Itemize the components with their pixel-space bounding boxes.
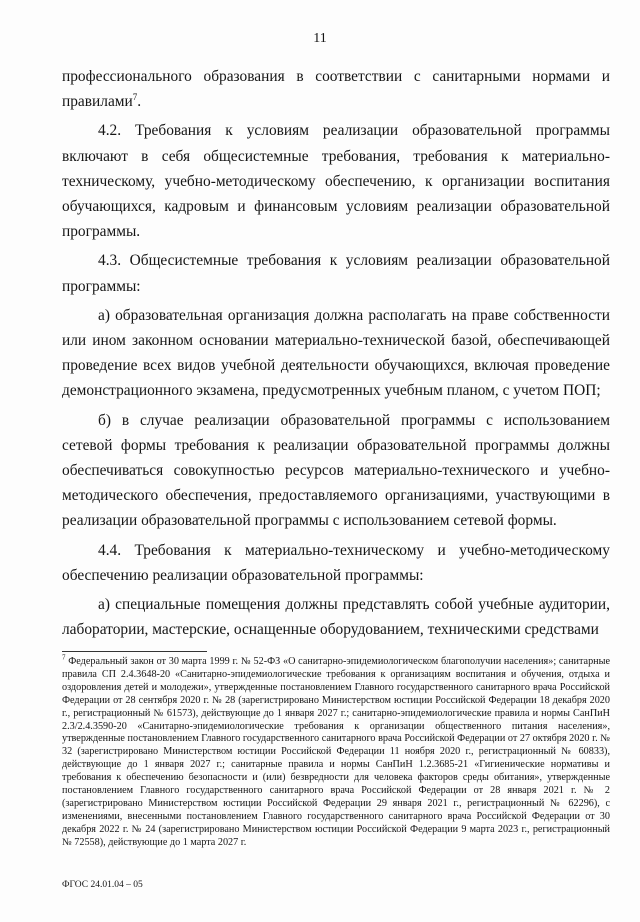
paragraph-text: профессионального образования в соответствии с санитарными нормами и правилами	[62, 68, 610, 111]
page-number: 11	[313, 31, 327, 46]
footnote-divider	[62, 651, 207, 652]
paragraph-continuation: профессионального образования в соответствии с санитарными нормами и правилами$^7$.	[62, 68, 610, 111]
footnote-text: Федеральный закон от 30 марта 1999 г. № 52-ФЗ «О санитарно-эпидемиологическом благополучии населения»; санитарные правила СП 2.4.3648-20 «Санитарно-эпидемиологические требования к организациям воспитания и обучения, отдыха и оздоровления детей и молодежи», утвержденные постановлением Главного государственного санитарного врача Российской Федерации от 28 сентября 2020 г. № 28 (зарегистрировано Министерством юстиции Российской Федерации 18 декабря 2020 г., регистрационный № 61573), действующие до 1 января 2027 г.; санитарно-эпидемиологические правила и нормы СанПиН 2.3/2.4.3590-20 «Санитарно-эпидемиологические требования к организации общественного питания населения», утвержденные постановлением Главного государственного санитарного врача Российской Федерации от 27 октября 2020 г. № 32 (зарегистрировано Министерством юстиции Российской Федерации 11 ноября 2020 г., регистрационный № 60833), действующие до 1 января 2027 г.; санитарные правила и нормы СанПиН 1.2.3685-21 «Гигиенические нормативы и требования к обеспечению безопасности и (или) безвредности для человека факторов среды обитания», утвержденные постановлением Главного государственного санитарного врача Российской Федерации от 28 января 2021 г. № 2 (зарегистрировано Министерством юстиции Российской Федерации 29 января 2021 г., регистрационный № 62296), с изменениями, внесенными постановлением Главного государственного санитарного врача Российской Федерации от 30 декабря 2022 г. № 24 (зарегистрировано Министерством юстиции Российской Федерации 9 марта 2023 г., регистрационный № 72558), действующие до 1 марта 2027 г.	[62, 656, 610, 848]
footnote-reference[interactable]: 7	[132, 92, 138, 103]
document-code: ФГОС 24.01.04 – 05	[62, 880, 143, 890]
paragraph-4-4: 4.4. Требования к материально-техническому и учебно-методическому обеспечению реализации образовательной программы:	[62, 541, 610, 584]
footnote-marker: 7	[62, 653, 66, 662]
paragraph-4-3-a: а) образовательная организация должна располагать на праве собственности или ином законном основании материально-технической базой, обеспечивающей проведение всех видов учебной деятельности обучающихся, включая проведение демонстрационного экзамена, предусмотренных учебным планом, с учетом ПОП;	[62, 306, 610, 400]
paragraph-4-3-b: б) в случае реализации образовательной программы с использованием сетевой формы требования к реализации образовательной программы должны обеспечиваться совокупностью ресурсов материально-технического и учебно-методического обеспечения, предоставляемого организациями, участвующими в реализации образовательной программы с использованием сетевой формы.	[62, 411, 610, 530]
paragraph-4-3: 4.3. Общесистемные требования к условиям реализации образовательной программы:	[62, 252, 610, 295]
paragraph-4-4-a: а) специальные помещения должны представлять собой учебные аудитории, лаборатории, мастерские, оснащенные оборудованием, техническими средствами	[62, 596, 610, 639]
paragraph-4-2: 4.2. Требования к условиям реализации образовательной программы включают в себя общесистемные требования, требования к материально-техническому, учебно-методическому обеспечению, к организации воспитания обучающихся, кадровым и финансовым условиям реализации образовательной программы.	[62, 122, 610, 241]
footnote	[62, 653, 610, 850]
body-text	[62, 64, 610, 646]
